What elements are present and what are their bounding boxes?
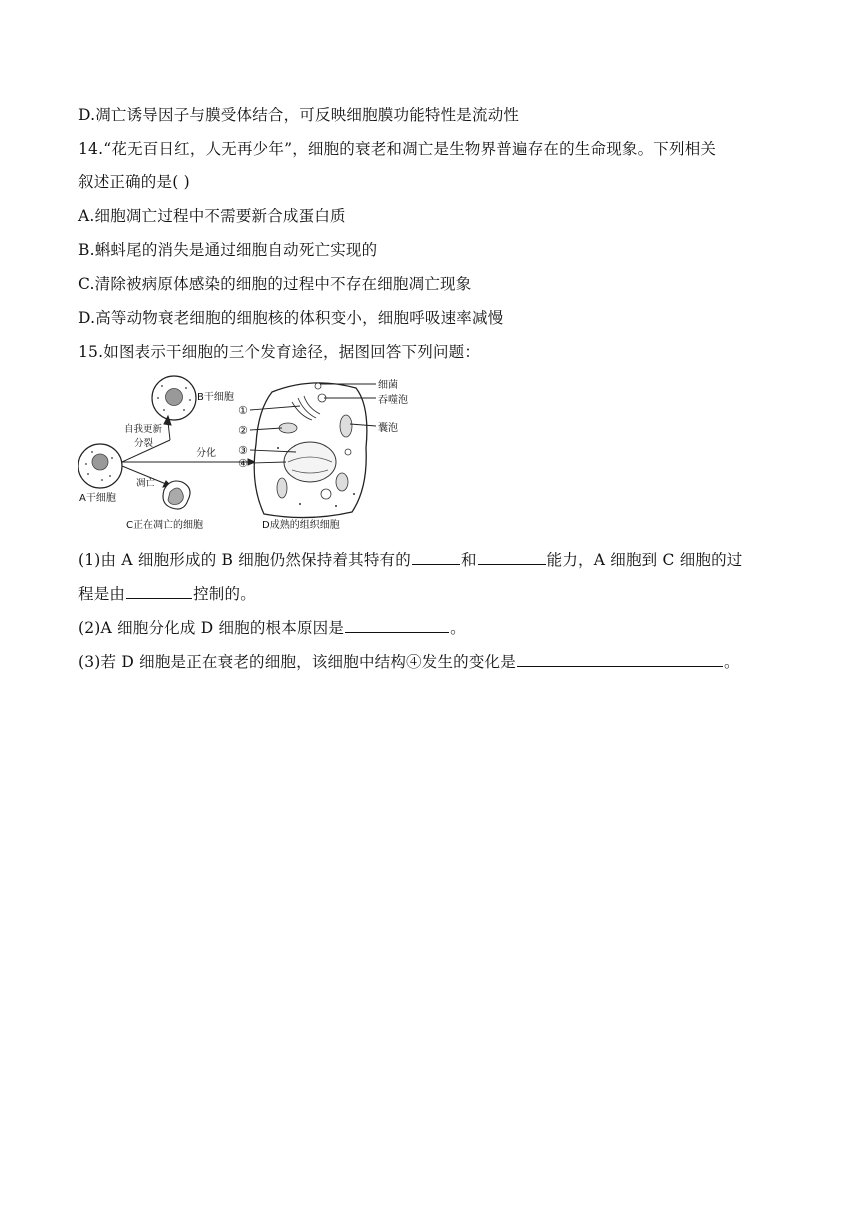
answer-blank-2[interactable]	[478, 548, 546, 565]
cell-a	[78, 444, 122, 488]
q15-sub2-text-1: (2)A 细胞分化成 D 细胞的根本原因是	[78, 619, 345, 637]
q15-sub3	[78, 650, 740, 673]
q15-sub1-text-1: (1)由 A 细胞形成的 B 细胞仍然保持着其特有的	[78, 551, 411, 569]
q15-sub1-text-2: 和	[460, 551, 477, 569]
label-d: D成熟的组织细胞	[262, 520, 340, 531]
q15-sub1-text-3: 能力，A 细胞到 C 细胞的过	[546, 551, 743, 569]
marker-4: ④	[238, 457, 248, 470]
q15-sub1-line2	[78, 582, 256, 605]
q15-sub1-line1	[78, 548, 743, 571]
marker-2: ②	[238, 424, 248, 437]
q15-sub3-text-2: 。	[723, 653, 740, 671]
q15-sub1-text-5: 控制的。	[193, 585, 256, 603]
q14-stem-line1: 14.“花无百日红，人无再少年”，细胞的衰老和凋亡是生物界普遍存在的生命现象。下列相关	[78, 140, 717, 158]
marker-3: ③	[238, 444, 248, 457]
label-b: B干细胞	[197, 392, 234, 403]
stem-cell-figure	[78, 370, 418, 538]
label-c: C正在凋亡的细胞	[126, 520, 203, 531]
cell-b	[152, 376, 196, 420]
answer-blank-3[interactable]	[126, 582, 192, 599]
q14-option-d: D.高等动物衰老细胞的细胞核的体积变小，细胞呼吸速率减慢	[78, 309, 504, 327]
q14-option-b: B.蝌蚪尾的消失是通过细胞自动死亡实现的	[78, 241, 378, 259]
marker-1: ①	[238, 404, 248, 417]
self-renew-label-2: 分裂	[134, 438, 154, 449]
apoptosis-label: 凋亡	[136, 478, 156, 489]
differentiate-label: 分化	[196, 448, 216, 459]
phagosome-label: 吞噬泡	[378, 395, 408, 406]
q15-sub2-text-2: 。	[450, 619, 466, 637]
q14-stem-line2: 叙述正确的是( )	[78, 173, 190, 191]
cell-d	[254, 383, 367, 518]
self-renew-label-1: 自我更新	[124, 424, 163, 435]
q13-option-d: D.凋亡诱导因子与膜受体结合，可反映细胞膜功能特性是流动性	[78, 106, 520, 124]
bacteria-label: 细菌	[378, 380, 398, 391]
q14-option-c: C.清除被病原体感染的细胞的过程中不存在细胞凋亡现象	[78, 275, 472, 293]
q15-sub3-text-1: (3)若 D 细胞是正在衰老的细胞，该细胞中结构④发生的变化是	[78, 653, 516, 671]
cell-c	[163, 481, 190, 509]
answer-blank-1[interactable]	[412, 548, 460, 565]
q15-stem: 15.如图表示干细胞的三个发育途径，据图回答下列问题：	[78, 343, 481, 361]
answer-blank-5[interactable]	[517, 650, 723, 667]
q15-sub2	[78, 616, 466, 639]
vesicle-label: 囊泡	[378, 423, 398, 434]
label-a: A干细胞	[79, 493, 116, 504]
q14-option-a: A.细胞凋亡过程中不需要新合成蛋白质	[78, 207, 346, 225]
q15-sub1-text-4: 程是由	[78, 585, 126, 603]
answer-blank-4[interactable]	[345, 616, 449, 633]
